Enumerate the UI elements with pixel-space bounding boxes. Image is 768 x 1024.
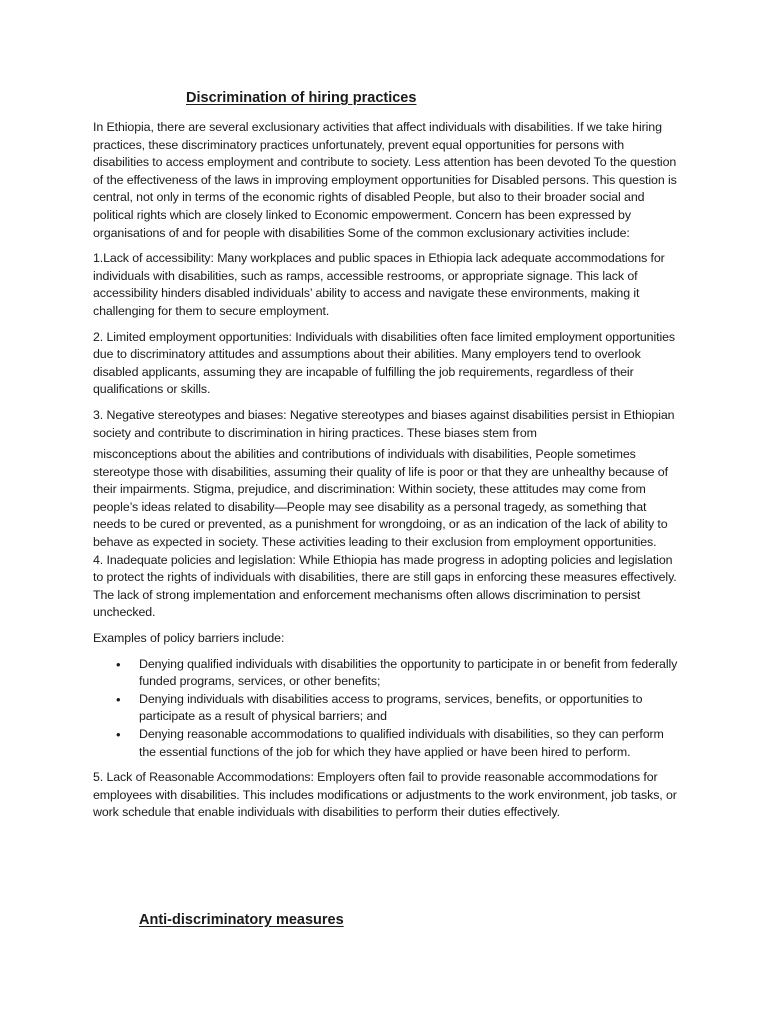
list-item (116, 726, 681, 761)
list-item-text: Denying individuals with disabilities access to programs, services, benefits, or opportunities to participate as a result of physical barriers; and (139, 691, 643, 724)
policy-barriers-list (93, 656, 681, 762)
paragraph-inadequate-policies: 4. Inadequate policies and legislation: While Ethiopia has made progress in adopting policies and legislation to protect the rights of individuals with disabilities, there are still gaps in enforcing these measures effectively. The lack of strong implementation and enforcement mechanisms often allows discrimination to persist unchecked. (93, 552, 677, 620)
paragraph-lack-of-accessibility: 1.Lack of accessibility: Many workplaces and public spaces in Ethiopia lack adequate accommodations for individuals with disabilities, such as ramps, accessible restrooms, or appropriate signage. This lack of accessibility hinders disabled individuals’ ability to access and navigate these environments, making it challenging for them to secure employment. (93, 251, 665, 318)
paragraph-reasonable-accommodations: 5. Lack of Reasonable Accommodations: Employers often fail to provide reasonable accommodations for employees with disabilities. This includes modifications or adjustments to the work environment, job tasks, or work schedule that enable individuals with disabilities to perform their duties effectively. (93, 770, 677, 820)
intro-paragraph: In Ethiopia, there are several exclusionary activities that affect individuals with disabilities. If we take hiring practices, these discriminatory practices unfortunately, prevent equal opportunities for persons with disabilities to access employment and contribute to society. Less attention has been devoted To the question of the effectiveness of the laws in improving employment opportunities for Disabled persons. This question is central, not only in terms of the economic rights of disabled People, but also to their broader social and political rights which are closely linked to Economic empowerment. Concern has been expressed by organisations of and for people with disabilities Some of the common exclusionary activities include: (93, 120, 677, 240)
document-title: Discrimination of hiring practices (186, 90, 417, 106)
bullet-icon: • (116, 656, 121, 672)
paragraph-limited-opportunities: 2. Limited employment opportunities: Individuals with disabilities often face limited employment opportunities due to discriminatory attitudes and assumptions about their abilities. Many employers tend to overlook disabled applicants, assuming they are incapable of fulfilling the job requirements, regardless of their qualifications or skills. (93, 329, 675, 397)
section-heading-anti-discriminatory: Anti-discriminatory measures (139, 912, 344, 928)
list-item-text: Denying reasonable accommodations to qualified individuals with disabilities, so they can perform the essential functions of the job for which they have applied or have been hired to perform. (139, 727, 664, 759)
paragraph-negative-stereotypes-b: misconceptions about the abilities and contributions of individuals with disabilities, People sometimes stereotype those with disabilities, assuming their quality of life is poor or that they are unhealthy because of their impairments. Stigma, prejudice, and discrimination: Within society, these attitudes may come from people’s ideas related to disability—People may see disability as a personal tragedy, as something that needs to be cured or prevented, as a punishment for wrongdoing, or as an indication of the lack of ability to behave as expected in society. These activities leading to their exclusion from employment opportunities. (93, 447, 668, 550)
examples-intro: Examples of policy barriers include: (93, 631, 285, 646)
paragraph-negative-stereotypes-a: 3. Negative stereotypes and biases: Negative stereotypes and biases against disabilities persist in Ethiopian society and contribute to discrimination in hiring practices. These biases stem from (93, 407, 675, 440)
bullet-icon: • (116, 727, 121, 742)
list-item (116, 691, 681, 726)
list-item (116, 656, 681, 691)
bullet-icon: • (116, 691, 121, 707)
document-body (93, 119, 681, 822)
list-item-text: Denying qualified individuals with disabilities the opportunity to participate in or benefit from federally funded programs, services, or other benefits; (139, 656, 678, 689)
